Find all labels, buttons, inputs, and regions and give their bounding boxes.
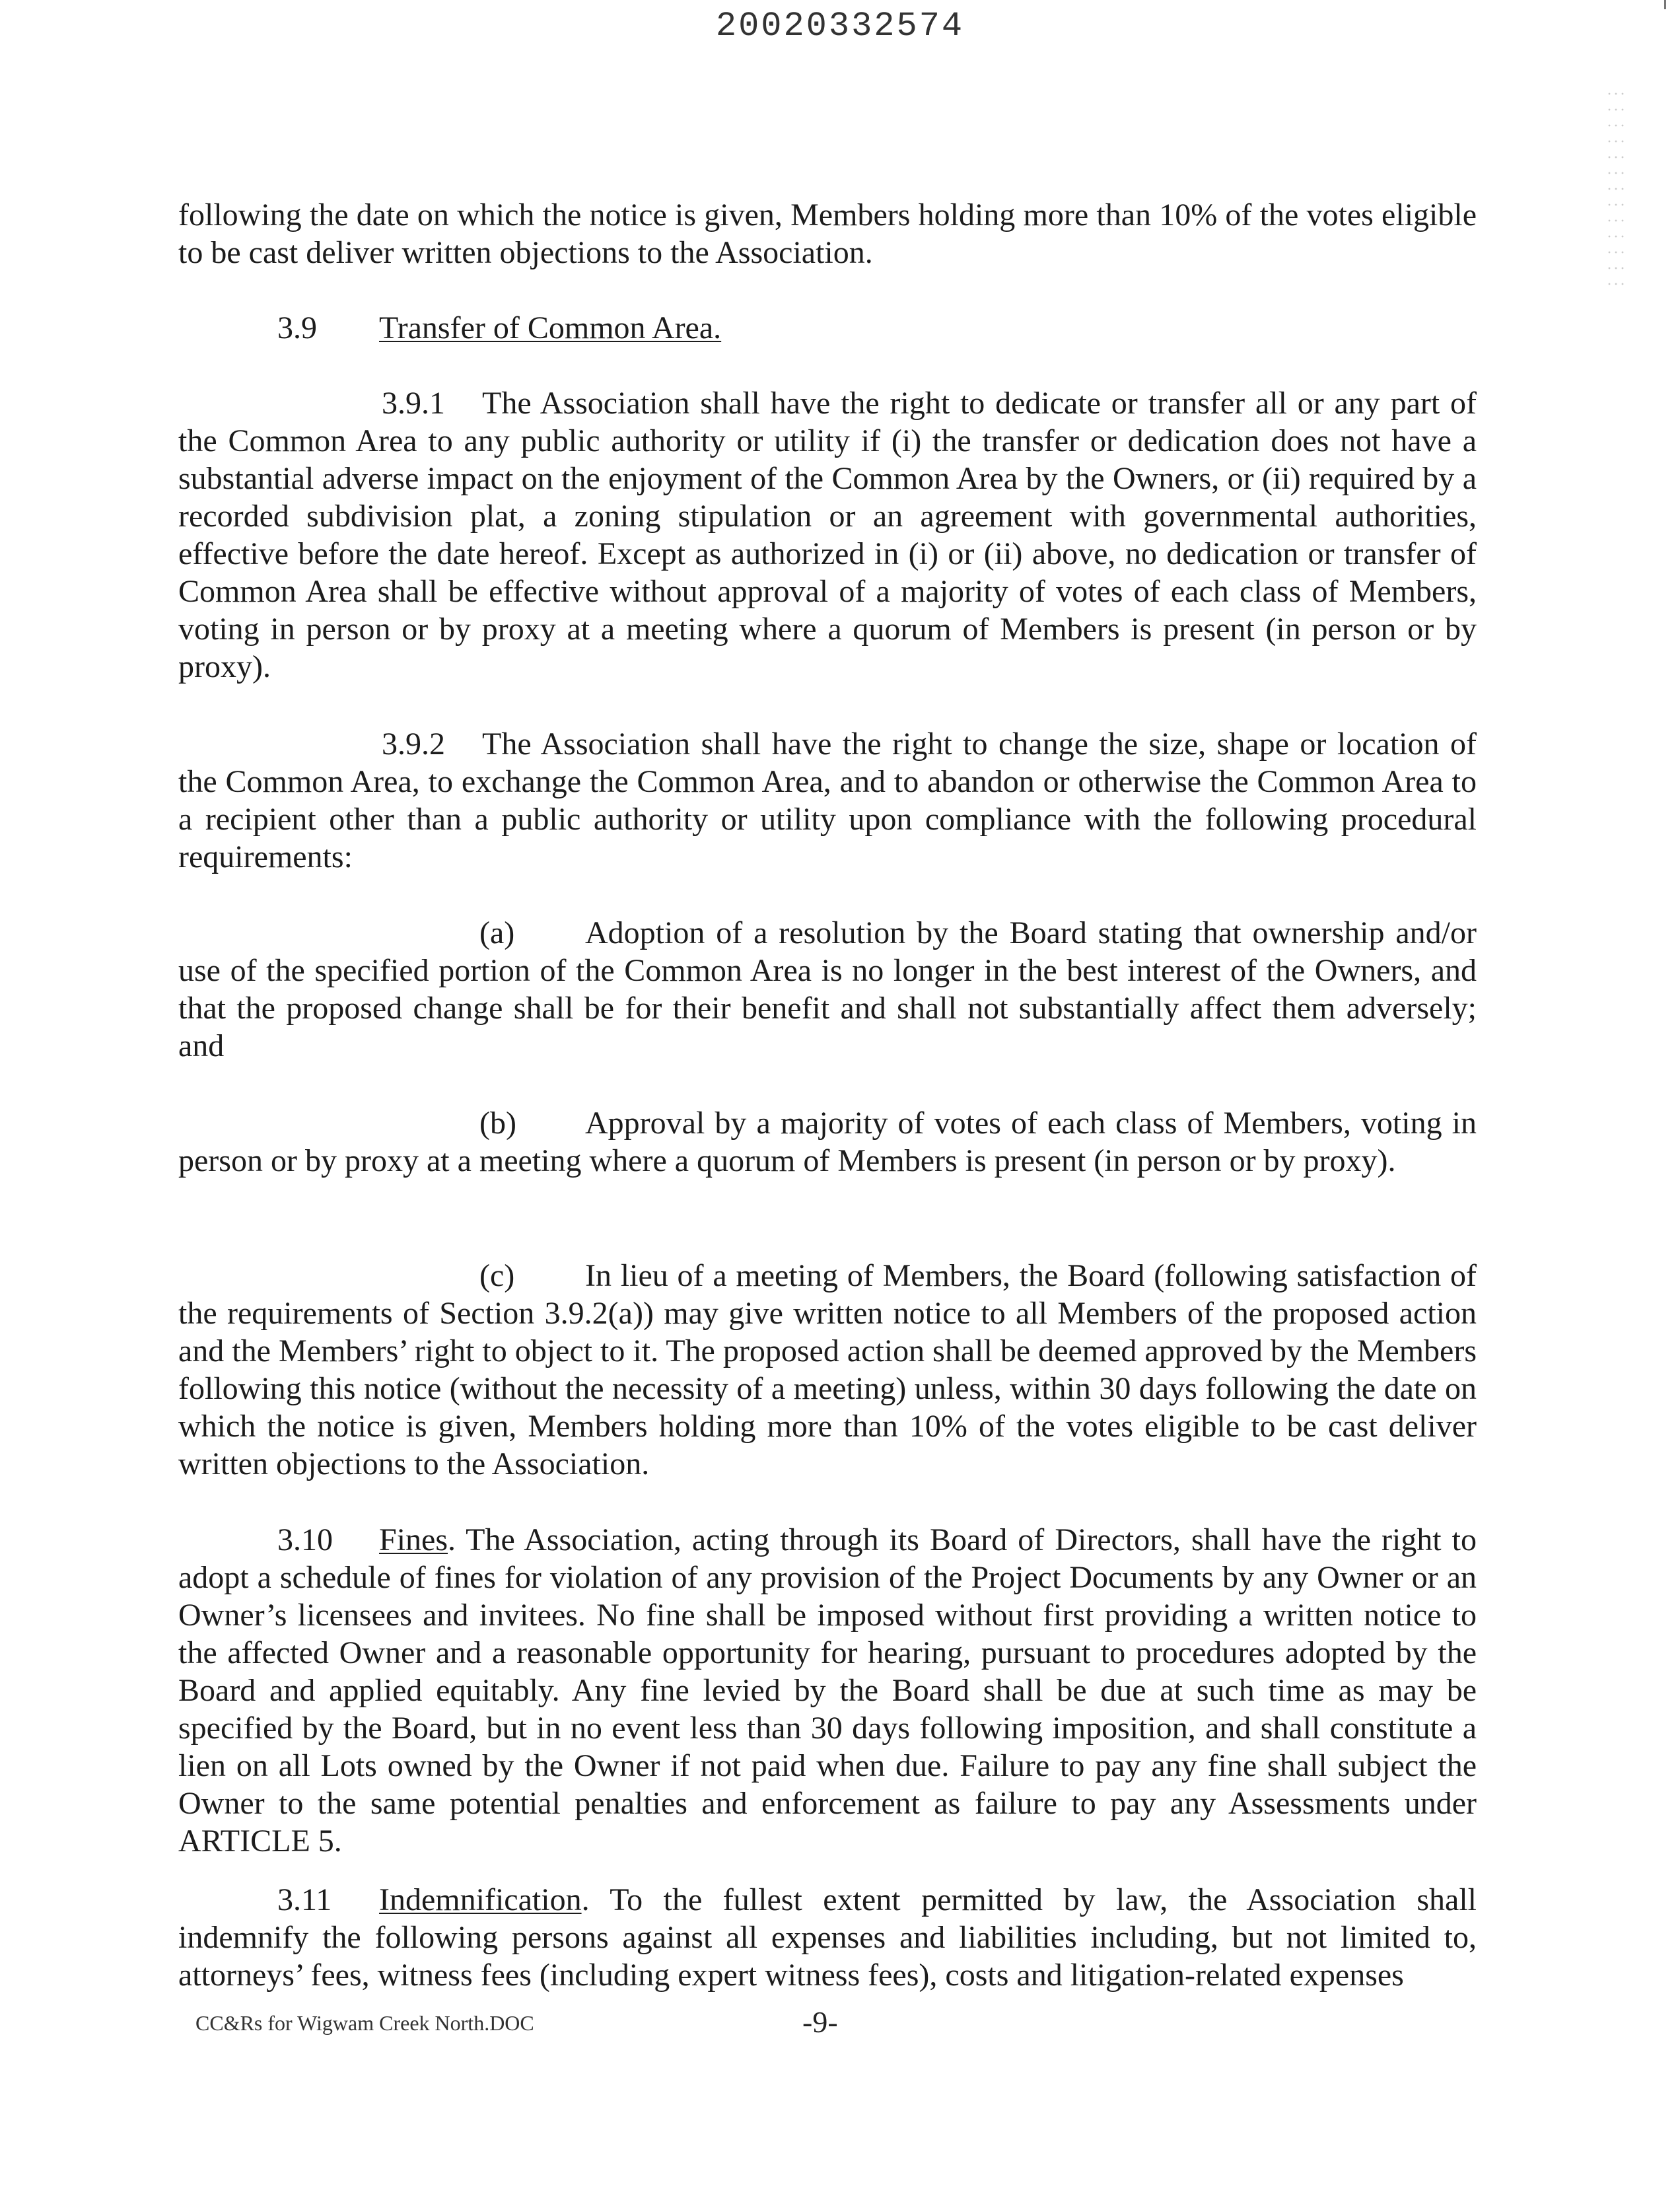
item-a xyxy=(178,914,1477,1065)
section-text: . The Association, acting through its Board of Directors, shall have the right to adopt a schedule of fines for violation of any provision of the Project Documents by any Owner or an Owner’s licensees and invitees. No fine shall be imposed without first providing a written notice to the affected Owner and a reasonable opportunity for hearing, pursuant to procedures adopted by the Board and applied equitably. Any fine levied by the Board shall be due at such time as may be specified by the Board, but in no event less than 30 days following imposition, and shall constitute a lien on all Lots owned by the Owner if not paid when due. Failure to pay any fine shall subject the Owner to the same potential penalties and enforcement as failure to pay any Assessments under ARTICLE 5. xyxy=(178,1522,1477,1859)
section-number: 3.10 xyxy=(277,1522,333,1557)
section-3-9-heading xyxy=(178,309,1477,347)
section-3-9-2 xyxy=(178,725,1477,876)
subsection-number: 3.9.2 xyxy=(382,727,445,762)
section-title: Transfer of Common Area. xyxy=(379,310,722,345)
subsection-text: The Association shall have the right to change the size, shape or location of the Common Area, to exchange the Common Area, and to abandon or otherwise the Common Area to a recipient other than a public authority or utility upon compliance with the following procedural requirements: xyxy=(178,727,1477,874)
subsection-number: 3.9.1 xyxy=(382,386,445,421)
item-b xyxy=(178,1104,1477,1180)
item-label: (c) xyxy=(479,1258,515,1293)
footer-document-name: CC&Rs for Wigwam Creek North.DOC xyxy=(195,2011,534,2035)
continuation-paragraph xyxy=(178,196,1477,271)
scan-corner-mark xyxy=(1664,0,1666,9)
subsection-text: The Association shall have the right to dedicate or transfer all or any part of the Common Area to any public authority or utility if (i) the transfer or dedication does not have a substantial adverse impact on the enjoyment of the Common Area by the Owners, or (ii) required by a recorded subdivision plat, a zoning stipulation or an agreement with governmental authorities, effective before the date hereof. Except as authorized in (i) or (ii) above, no dedication or transfer of Common Area shall be effective without approval of a majority of votes of each class of Members, voting in person or by proxy at a meeting where a quorum of Members is present (in person or by proxy). xyxy=(178,386,1477,684)
footer-page-number: -9- xyxy=(802,2005,838,2039)
document-number: 20020332574 xyxy=(715,7,965,46)
section-3-11 xyxy=(178,1881,1477,1994)
item-c xyxy=(178,1257,1477,1483)
section-3-10 xyxy=(178,1521,1477,1860)
item-text: Approval by a majority of votes of each class of Members, voting in person or by proxy at a meeting where a quorum of Members is present (in person or by proxy). xyxy=(178,1106,1477,1178)
section-number: 3.9 xyxy=(277,310,317,345)
continuation-text: following the date on which the notice is given, Members holding more than 10% of the votes eligible to be cast deliver written objections to the Association. xyxy=(178,197,1477,270)
item-label: (a) xyxy=(479,915,515,950)
section-text: . To the fullest extent permitted by law, the Association shall indemnify the following persons against all expenses and liabilities including, but not limited to, attorneys’ fees, witness fees (including expert witness fees), costs and litigation-related expenses xyxy=(178,1882,1477,1993)
scan-margin-marks xyxy=(1606,86,1626,297)
item-text: Adoption of a resolution by the Board stating that ownership and/or use of the specified portion of the Common Area is no longer in the best interest of the Owners, and that the proposed change shall be for their benefit and shall not substantially affect them adversely; and xyxy=(178,915,1477,1063)
item-label: (b) xyxy=(479,1106,516,1141)
section-3-9-1 xyxy=(178,384,1477,686)
section-title: Fines xyxy=(379,1522,448,1557)
item-text: In lieu of a meeting of Members, the Board (following satisfaction of the requirements of Section 3.9.2(a)) may give written notice to all Members of the proposed action and the Members’ right to object to it. The proposed action shall be deemed approved by the Members following this notice (without the necessity of a meeting) unless, within 30 days following the date on which the notice is given, Members holding more than 10% of the votes eligible to be cast deliver written objections to the Association. xyxy=(178,1258,1477,1481)
section-number: 3.11 xyxy=(277,1882,332,1917)
section-title: Indemnification xyxy=(379,1882,582,1917)
